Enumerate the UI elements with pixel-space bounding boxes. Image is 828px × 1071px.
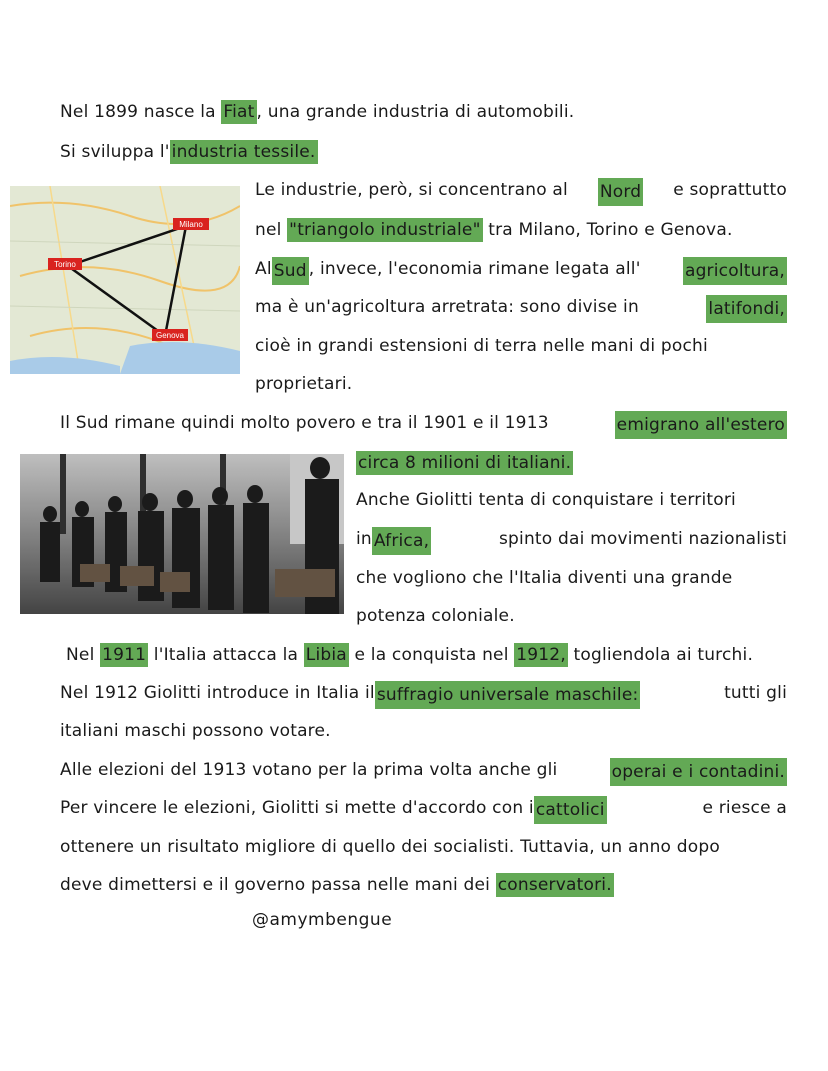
line-tessile: Si sviluppa l' industria tessile.: [60, 142, 316, 162]
line-africa: in Africa, spinto dai movimenti nazionalisti: [356, 527, 787, 555]
highlight-1911: 1911: [102, 645, 147, 665]
highlight-latifondi: latifondi,: [706, 295, 787, 323]
map-label-torino: Torino: [54, 260, 76, 269]
line-nord: Le industrie, però, si concentrano al Nord e soprattutto: [255, 178, 787, 206]
line-coloniale: potenza coloniale.: [356, 606, 515, 626]
highlight-agricoltura: agricoltura,: [683, 257, 787, 285]
line-fiat: Nel 1899 nasce la Fiat , una grande industria di automobili.: [60, 102, 575, 122]
photo-graphic: [20, 454, 344, 614]
highlight-tessile: industria tessile.: [171, 142, 316, 162]
line-estensioni: cioè in grandi estensioni di terra nelle mani di pochi: [255, 336, 708, 356]
map-graphic: [10, 186, 240, 374]
line-libia: Nel 1911 l'Italia attacca la Libia e la conquista nel 1912, togliendola ai turchi.: [66, 645, 754, 665]
highlight-libia: Libia: [305, 645, 347, 665]
line-triangolo: nel "triangolo industriale" tra Milano, Torino e Genova.: [255, 220, 733, 240]
map-label-milano: Milano: [179, 220, 203, 229]
author-handle: @amymbengue: [252, 910, 393, 930]
line-emigrano: Il Sud rimane quindi molto povero e tra il 1901 e il 1913 emigrano all'estero: [60, 411, 787, 439]
line-grande: che vogliono che l'Italia diventi una grande: [356, 568, 733, 588]
line-votare: italiani maschi possono votare.: [60, 721, 331, 741]
line-latifondi: ma è un'agricoltura arretrata: sono divise in latifondi,: [255, 295, 787, 323]
highlight-milioni: circa 8 milioni di italiani.: [358, 453, 572, 473]
line-suffragio: Nel 1912 Giolitti introduce in Italia il suffragio universale maschile: tutti gli: [60, 681, 787, 709]
highlight-nord: Nord: [598, 178, 643, 206]
line-giolitti-territori: Anche Giolitti tenta di conquistare i territori: [356, 490, 736, 510]
highlight-africa: Africa,: [372, 527, 431, 555]
map-triangolo-industriale: [10, 186, 240, 374]
highlight-emigrano: emigrano all'estero: [615, 411, 787, 439]
map-label-genova: Genova: [155, 331, 185, 340]
line-cattolici: Per vincere le elezioni, Giolitti si mette d'accordo con i cattolici e riesce a: [60, 796, 787, 824]
highlight-triangolo: "triangolo industriale": [289, 220, 481, 240]
line-socialisti: ottenere un risultato migliore di quello dei socialisti. Tuttavia, un anno dopo: [60, 837, 720, 857]
highlight-operai: operai e i contadini.: [610, 758, 787, 786]
highlight-sud: Sud: [272, 257, 309, 285]
emigrants-photo: [20, 454, 344, 614]
line-conservatori: deve dimettersi e il governo passa nelle mani dei conservatori.: [60, 875, 612, 895]
highlight-cattolici: cattolici: [534, 796, 607, 824]
highlight-suffragio: suffragio universale maschile:: [375, 681, 641, 709]
highlight-conservatori: conservatori.: [497, 875, 612, 895]
line-sud: Al Sud , invece, l'economia rimane legata all' agricoltura,: [255, 257, 787, 285]
line-proprietari: proprietari.: [255, 374, 353, 394]
line-operai: Alle elezioni del 1913 votano per la prima volta anche gli operai e i contadini.: [60, 758, 787, 786]
highlight-1912: 1912,: [516, 645, 566, 665]
highlight-fiat: Fiat: [223, 102, 255, 122]
line-milioni: [356, 451, 573, 475]
